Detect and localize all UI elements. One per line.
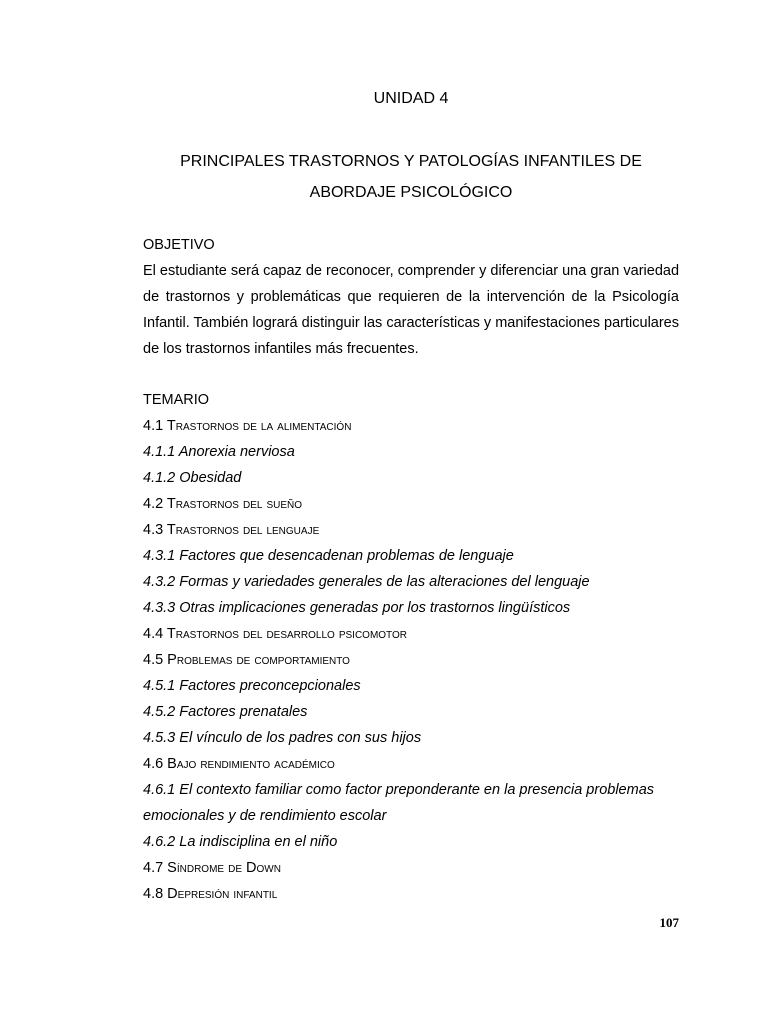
temario-section-item: 4.3 Trastornos del lenguaje: [143, 522, 320, 538]
temario-section-item: 4.4 Trastornos del desarrollo psicomotor: [143, 626, 407, 642]
temario-subsection-item: 4.6.2 La indisciplina en el niño: [143, 834, 338, 850]
chapter-title: PRINCIPALES TRASTORNOS Y PATOLOGÍAS INFANTILES DE ABORDAJE PSICOLÓGICO: [180, 153, 642, 201]
temario-section-item: 4.8 Depresión infantil: [143, 886, 278, 902]
temario-subsection-item: 4.5.2 Factores prenatales: [143, 704, 308, 720]
unit-title: UNIDAD 4: [373, 90, 449, 107]
temario-section-item: 4.2 Trastornos del sueño: [143, 496, 303, 512]
temario-list: [143, 413, 679, 907]
temario-section-item: 4.5 Problemas de comportamiento: [143, 652, 350, 668]
temario-subsection-item: 4.6.1 El contexto familiar como factor preponderante en la presencia problemas emocionales y de rendimiento escolar: [143, 782, 655, 824]
objective-paragraph: El estudiante será capaz de reconocer, comprender y diferenciar una gran variedad de trastornos y problemáticas que requieren de la intervención de la Psicología Infantil. También logrará distinguir las características y manifestaciones particulares de los trastornos infantiles más frecuentes.: [143, 263, 680, 357]
temario-section-item: 4.1 Trastornos de la alimentación: [143, 418, 352, 434]
temario-section-item: 4.6 Bajo rendimiento académico: [143, 756, 335, 772]
temario-subsection-item: 4.5.3 El vínculo de los padres con sus hijos: [143, 730, 422, 746]
page-number: 107: [659, 915, 679, 930]
temario-subsection-item: 4.1.1 Anorexia nerviosa: [143, 444, 295, 460]
objective-heading: OBJETIVO: [143, 237, 215, 253]
temario-subsection-item: 4.3.2 Formas y variedades generales de las alteraciones del lenguaje: [143, 574, 590, 590]
temario-heading: TEMARIO: [143, 392, 210, 408]
temario-subsection-item: 4.3.1 Factores que desencadenan problemas de lenguaje: [143, 548, 514, 564]
temario-section-item: 4.7 Síndrome de Down: [143, 860, 281, 876]
temario-subsection-item: 4.1.2 Obesidad: [143, 470, 242, 486]
temario-subsection-item: 4.5.1 Factores preconcepcionales: [143, 678, 361, 694]
temario-subsection-item: 4.3.3 Otras implicaciones generadas por los trastornos lingüísticos: [143, 600, 571, 616]
